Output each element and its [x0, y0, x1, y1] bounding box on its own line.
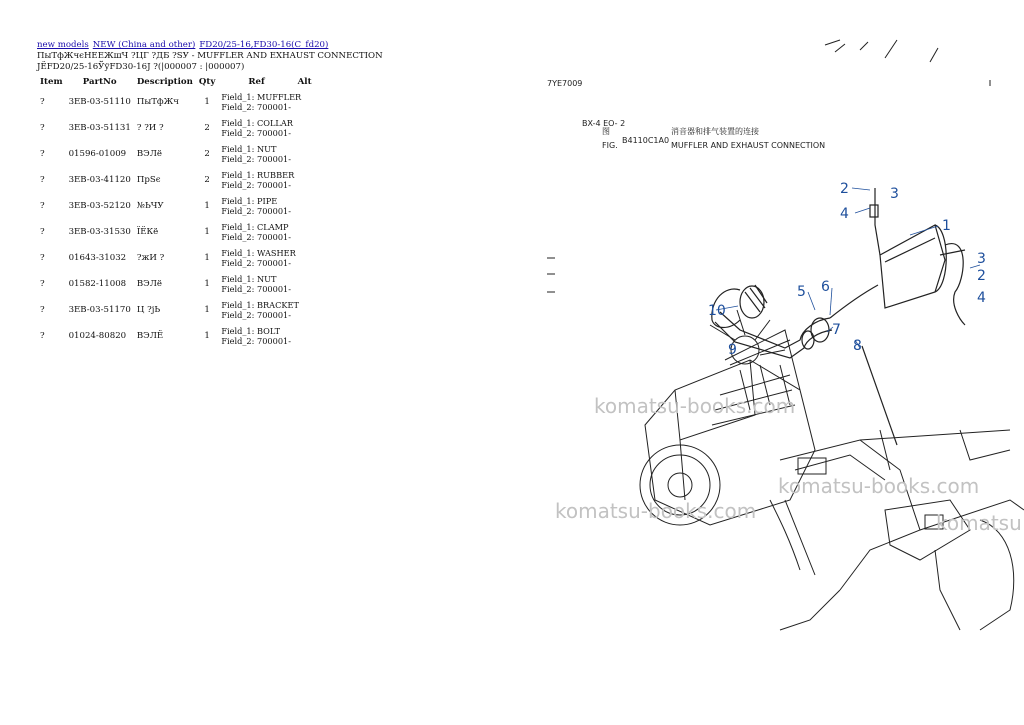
ref-field-2: Field_2: 700001- [221, 258, 292, 268]
partno-cell: 01643-31032 [68, 252, 127, 263]
callout-2b: 2 [977, 268, 986, 284]
callout-3: 3 [890, 186, 899, 202]
fig-title-en: MUFFLER AND EXHAUST CONNECTION [671, 141, 826, 150]
ref-field-1: Field_1: BOLT [221, 326, 281, 336]
table-row [37, 141, 315, 167]
qty-cell: 1 [204, 96, 210, 107]
header-alt: Alt [297, 76, 312, 87]
description-cell: ? ?И ? [136, 122, 164, 133]
ref-field-2: Field_2: 700001- [221, 206, 292, 216]
ref-field-2: Field_2: 700001- [221, 310, 292, 320]
table-row [37, 245, 315, 271]
partno-cell: 3EB-03-52120 [68, 200, 131, 211]
item-cell: ? [40, 200, 45, 211]
qty-cell: 1 [204, 304, 210, 315]
ref-cell [218, 115, 314, 141]
ref-cell [218, 245, 314, 271]
item-cell: ? [40, 226, 45, 237]
table-header-row [37, 75, 315, 89]
ref-field-2: Field_2: 700001- [221, 284, 292, 294]
callout-3b: 3 [977, 251, 986, 267]
description-cell: ?жИ ? [136, 252, 165, 263]
callout-7: 7 [832, 322, 841, 338]
item-cell: ? [40, 304, 45, 315]
table-row [37, 89, 315, 115]
qty-cell: 2 [204, 148, 210, 159]
ref-field-1: Field_1: CLAMP [221, 222, 289, 232]
item-cell: ? [40, 148, 45, 159]
ref-cell [218, 167, 314, 193]
muffler-drawing [830, 188, 965, 325]
ref-cell [218, 141, 314, 167]
table-row [37, 115, 315, 141]
ref-cell [218, 219, 314, 245]
table-row [37, 193, 315, 219]
breadcrumb [37, 40, 507, 51]
header-partno: PartNo [82, 76, 117, 87]
partno-cell: 3EB-03-41120 [68, 174, 131, 185]
qty-cell: 1 [204, 200, 210, 211]
qty-cell: 1 [204, 252, 210, 263]
parts-diagram [540, 30, 1024, 650]
breadcrumb-link-model[interactable]: FD20/25-16,FD30-16(C_fd20) [199, 40, 329, 50]
qty-cell: 2 [204, 174, 210, 185]
ref-field-2: Field_2: 700001- [221, 102, 292, 112]
ref-cell [218, 323, 314, 349]
partno-cell: 3EB-03-31530 [68, 226, 131, 237]
header-item: Item [40, 76, 63, 87]
watermark: komatsu-books.com [555, 499, 757, 523]
watermark: komatsu-books.com [594, 394, 796, 418]
table-row [37, 323, 315, 349]
ref-field-1: Field_1: BRACKET [221, 300, 299, 310]
fig-label-2: 图 [602, 127, 610, 136]
partno-cell: 01024-80820 [68, 330, 127, 341]
callout-5: 5 [797, 284, 806, 300]
item-cell: ? [40, 330, 45, 341]
diagram-code: 7YE7009 [547, 79, 583, 88]
watermark: komatsu-books.com [778, 474, 980, 498]
item-cell: ? [40, 174, 45, 185]
description-cell: Ц ?јЬ [136, 304, 161, 315]
partno-cell: 01596-01009 [68, 148, 127, 159]
qty-cell: 2 [204, 122, 210, 133]
ref-field-2: Field_2: 700001- [221, 180, 292, 190]
callout-6: 6 [821, 279, 830, 295]
description-cell: ПрЅє [136, 174, 161, 185]
description-cell: №ЬЧУ [136, 200, 164, 211]
ref-field-2: Field_2: 700001- [221, 128, 292, 138]
fig-label-3: FIG. [602, 141, 618, 150]
ref-cell [218, 89, 314, 115]
breadcrumb-link-new-models[interactable]: new models [37, 40, 89, 50]
page-title: ПыТфЖчєНЕЕЖшЧ ?ЦГ ?ДБ ?SУ - MUFFLER AND EXHAUST CONNECTION [37, 51, 383, 61]
item-cell: ? [40, 278, 45, 289]
partno-cell: 3EB-03-51131 [68, 122, 131, 133]
table-row [37, 271, 315, 297]
callout-9: 9 [728, 342, 737, 358]
partno-cell: 3EB-03-51110 [68, 96, 131, 107]
parts-table [37, 75, 315, 349]
partno-cell: 3EB-03-51170 [68, 304, 131, 315]
fig-title-cn: 消音器和排气装置的连接 [671, 127, 759, 136]
callout-4b: 4 [977, 290, 986, 306]
header-scribble [825, 40, 938, 62]
description-cell: ПыТфЖч [136, 96, 179, 107]
ref-cell [218, 271, 314, 297]
fig-number: B4110C1A0 [622, 136, 670, 145]
ref-field-1: Field_1: MUFFLER [221, 92, 302, 102]
ref-field-1: Field_1: NUT [221, 144, 277, 154]
qty-cell: 1 [204, 278, 210, 289]
header-qty: Qty [198, 76, 216, 87]
exploded-diagram-svg [540, 30, 1024, 650]
table-row [37, 167, 315, 193]
ref-field-2: Field_2: 700001- [221, 336, 292, 346]
ref-field-2: Field_2: 700001- [221, 154, 292, 164]
ref-field-1: Field_1: PIPE [221, 196, 278, 206]
callout-2: 2 [840, 181, 849, 197]
description-cell: ВЭЛЁ [136, 330, 164, 341]
partno-cell: 01582-11008 [68, 278, 127, 289]
callout-1: 1 [942, 218, 951, 234]
callout-8: 8 [853, 338, 862, 354]
qty-cell: 1 [204, 330, 210, 341]
qty-cell: 1 [204, 226, 210, 237]
description-cell: ВЭЛё [136, 148, 163, 159]
parts-list-panel [37, 40, 507, 349]
item-cell: ? [40, 96, 45, 107]
ref-field-1: Field_1: RUBBER [221, 170, 295, 180]
callout-10: 10 [708, 303, 726, 319]
table-row [37, 297, 315, 323]
callout-4: 4 [840, 206, 849, 222]
ref-field-1: Field_1: NUT [221, 274, 277, 284]
ref-cell [218, 297, 314, 323]
header-description: Description [136, 76, 193, 87]
table-row [37, 219, 315, 245]
item-cell: ? [40, 252, 45, 263]
description-cell: ВЭЛё [136, 278, 163, 289]
fig-label-1: BX-4 EO- 2 [582, 119, 626, 128]
watermark: komatsu [936, 511, 1022, 535]
ref-field-1: Field_1: WASHER [221, 248, 296, 258]
page-subtitle: JЁFD20/25-16ЎўFD30-16Ј ?(|000007 : |000007) [37, 62, 245, 72]
ref-field-2: Field_2: 700001- [221, 232, 292, 242]
exhaust-pipe-drawing [712, 285, 897, 445]
ref-field-1: Field_1: COLLAR [221, 118, 293, 128]
item-cell: ? [40, 122, 45, 133]
breadcrumb-link-new-china[interactable]: NEW (China and other) [92, 40, 196, 50]
header-ref: Ref [248, 76, 265, 87]
ref-cell [218, 193, 314, 219]
description-cell: ЇЁКё [136, 226, 159, 237]
